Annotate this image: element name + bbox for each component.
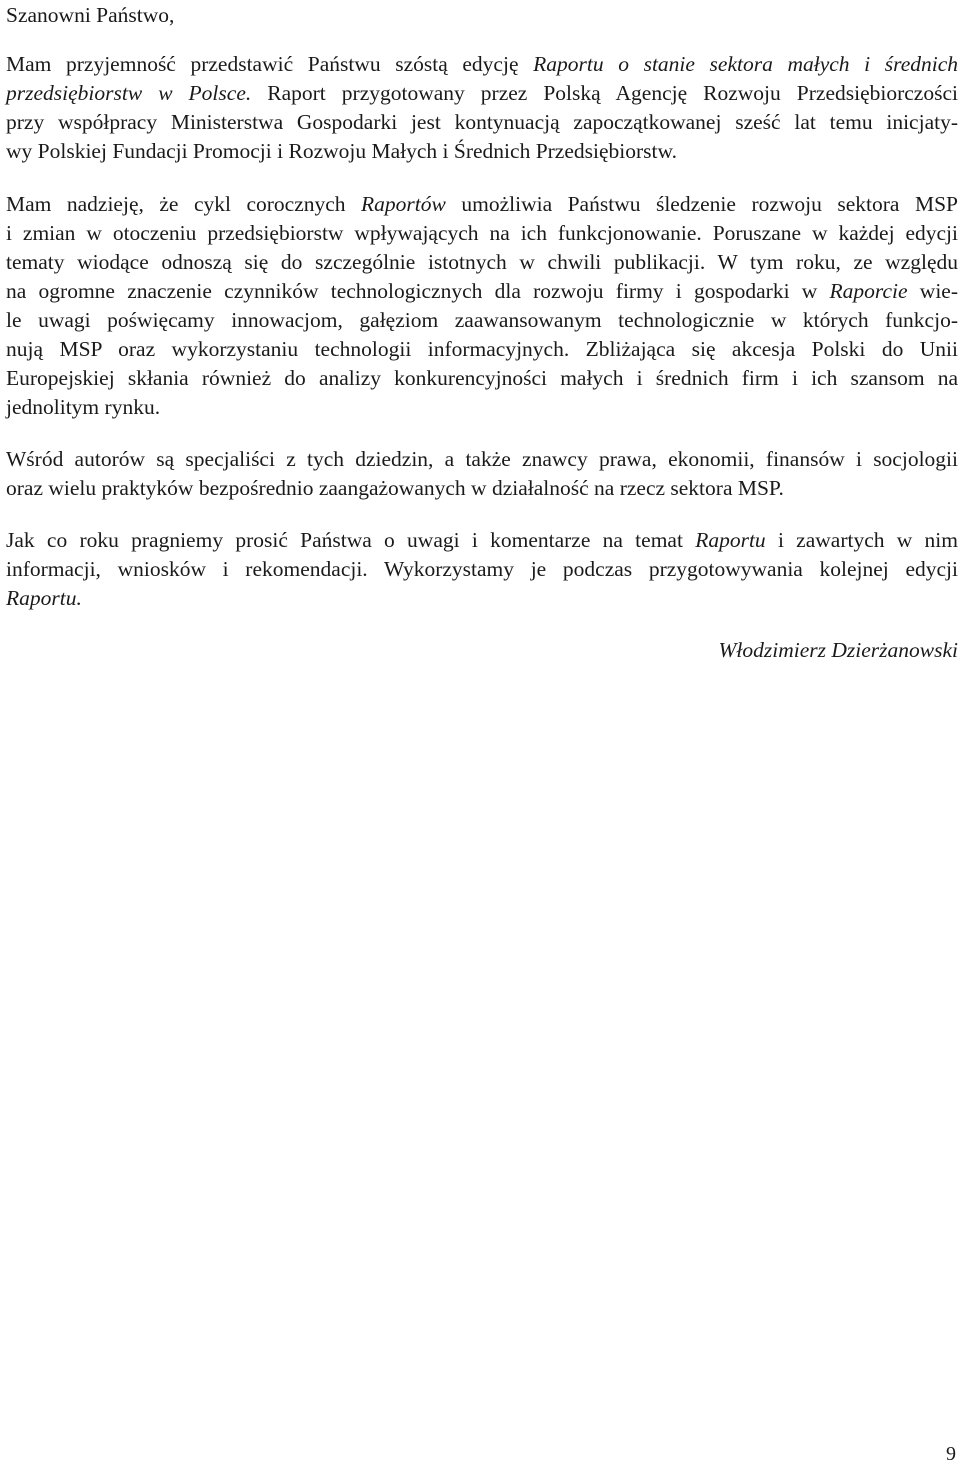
paragraph-line: jednolitym rynku. bbox=[6, 395, 161, 419]
paragraph-line: oraz wielu praktyków bezpośrednio zaangażowanych w działalność na rzecz sektora MSP. bbox=[6, 476, 784, 500]
report-title-cont: przedsiębiorstw w Polsce. bbox=[6, 81, 252, 105]
paragraph-line: i zmian w otoczeniu przedsiębiorstw wpływających na ich funkcjonowanie. Poruszane w każdej edycji bbox=[6, 221, 958, 245]
paragraph-line: Mam przyjemność przedstawić Państwu szóstą edycję Raportu o stanie sektora małych i średnich bbox=[6, 52, 958, 76]
paragraph-line: wy Polskiej Fundacji Promocji i Rozwoju Małych i Średnich Przedsiębiorstw. bbox=[6, 139, 678, 163]
salutation: Szanowni Państwo, bbox=[6, 3, 175, 27]
paragraph-line: Raportu. bbox=[6, 586, 82, 610]
signature: Włodzimierz Dzierżanowski bbox=[718, 638, 958, 662]
paragraph-line: Mam nadzieję, że cykl corocznych Raportów umożliwia Państwu śledzenie rozwoju sektora MSP bbox=[6, 192, 958, 216]
paragraph-line: informacji, wniosków i rekomendacji. Wykorzystamy je podczas przygotowywania kolejnej edycji bbox=[6, 557, 958, 581]
paragraph-purpose bbox=[6, 190, 958, 422]
paragraph-line: przedsiębiorstw w Polsce. Raport przygotowany przez Polską Agencję Rozwoju Przedsiębiorczości bbox=[6, 81, 958, 105]
page-number: 9 bbox=[946, 1443, 956, 1465]
paragraph-line: Europejskiej skłania również do analizy konkurencyjności małych i średnich firm i ich szansom na bbox=[6, 366, 958, 390]
paragraph-line: nują MSP oraz wykorzystaniu technologii informacyjnych. Zbliżająca się akcesja Polski do Unii bbox=[6, 337, 958, 361]
paragraph-line: Wśród autorów są specjaliści z tych dziedzin, a także znawcy prawa, ekonomii, finansów i socjologii bbox=[6, 447, 958, 471]
paragraph-intro bbox=[6, 50, 958, 166]
report-title: Raportu o stanie sektora małych i średnich bbox=[533, 52, 958, 76]
paragraph-line: le uwagi poświęcamy innowacjom, gałęziom zaawansowanym technologicznie w których funkcjo- bbox=[6, 308, 958, 332]
paragraph-feedback bbox=[6, 526, 958, 613]
paragraph-line: na ogromne znaczenie czynników technologicznych dla rozwoju firmy i gospodarki w Raporcie wie- bbox=[6, 279, 959, 303]
paragraph-line: przy współpracy Ministerstwa Gospodarki jest kontynuacją zapoczątkowanej sześć lat temu inicjaty- bbox=[6, 110, 958, 134]
paragraph-line: Jak co roku pragniemy prosić Państwa o uwagi i komentarze na temat Raportu i zawartych w nim bbox=[6, 528, 958, 552]
paragraph-authors bbox=[6, 445, 958, 503]
paragraph-line: tematy wiodące odnoszą się do szczególnie istotnych w chwili publikacji. W tym roku, ze względu bbox=[6, 250, 958, 274]
